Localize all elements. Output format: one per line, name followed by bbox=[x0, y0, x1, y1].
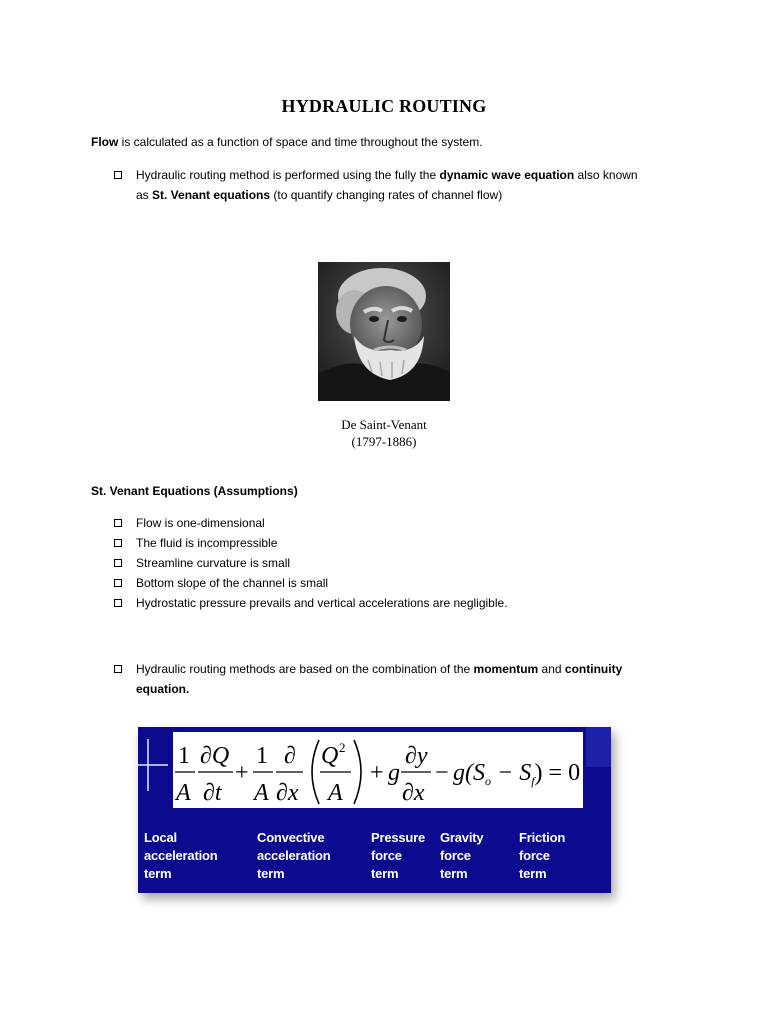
svg-text:∂y: ∂y bbox=[405, 743, 428, 769]
svg-text:+: + bbox=[235, 760, 249, 786]
equation-area bbox=[173, 732, 583, 808]
svg-text:∂t: ∂t bbox=[203, 780, 222, 806]
caption-years: (1797-1886) bbox=[351, 434, 417, 449]
checkbox-icon bbox=[114, 599, 122, 607]
svg-text:−: − bbox=[435, 760, 449, 786]
svg-text:∂x: ∂x bbox=[276, 780, 299, 806]
bullet-line-2: equation. bbox=[136, 682, 190, 696]
bullet-line-1: Hydraulic routing methods are based on the combination of the momentum and continuity bbox=[136, 662, 623, 676]
svg-text:1: 1 bbox=[178, 743, 190, 769]
svg-text:g: g bbox=[388, 760, 400, 786]
page-title: HYDRAULIC ROUTING bbox=[281, 96, 487, 116]
assumption-text: Hydrostatic pressure prevails and vertical accelerations are negligible. bbox=[136, 596, 508, 610]
st-venant-equation-panel bbox=[138, 727, 611, 893]
svg-text:A: A bbox=[328, 780, 343, 806]
assumption-text: Flow is one-dimensional bbox=[136, 516, 265, 530]
checkbox-icon bbox=[114, 519, 122, 527]
checkbox-icon bbox=[114, 665, 122, 673]
portrait-image bbox=[318, 262, 450, 401]
term-label-gravity: Gravity force term bbox=[440, 830, 484, 881]
bullet-line-2: as St. Venant equations (to quantify changing rates of channel flow) bbox=[136, 188, 503, 202]
term-label-convective: Convective acceleration term bbox=[257, 830, 331, 881]
momentum-equation bbox=[173, 732, 583, 808]
checkbox-icon bbox=[114, 559, 122, 567]
svg-text:Q: Q bbox=[321, 743, 339, 769]
svg-text:+: + bbox=[370, 760, 384, 786]
assumption-text: Streamline curvature is small bbox=[136, 556, 291, 570]
intro-text: is calculated as a function of space and time throughout the system. bbox=[118, 135, 483, 149]
svg-text:A: A bbox=[254, 780, 269, 806]
svg-text:2: 2 bbox=[339, 740, 346, 755]
portrait-caption bbox=[0, 416, 768, 450]
term-label-pressure: Pressure force term bbox=[371, 830, 426, 881]
term-label-local: Local acceleration term bbox=[144, 830, 218, 881]
assumption-text: The fluid is incompressible bbox=[136, 536, 278, 550]
svg-text:g(So − Sf) = 0: $g(S_o - S_f) = 0$ bbox=[453, 760, 581, 788]
checkbox-icon bbox=[114, 579, 122, 587]
caption-name: De Saint-Venant bbox=[341, 417, 427, 432]
assumption-text: Bottom slope of the channel is small bbox=[136, 576, 329, 590]
assumptions-heading: St. Venant Equations (Assumptions) bbox=[91, 484, 298, 498]
svg-text:∂Q: ∂Q bbox=[200, 743, 230, 769]
svg-text:1: 1 bbox=[256, 743, 268, 769]
svg-text:∂: ∂ bbox=[284, 743, 296, 769]
term-label-friction: Friction force term bbox=[519, 830, 566, 881]
svg-text:A: A bbox=[176, 780, 191, 806]
checkbox-icon bbox=[114, 171, 122, 179]
checkbox-icon bbox=[114, 539, 122, 547]
intro-paragraph bbox=[91, 132, 483, 152]
intro-bold: Flow bbox=[91, 135, 119, 149]
bullet-line-1: Hydraulic routing method is performed using the fully the dynamic wave equation also known bbox=[136, 168, 638, 182]
svg-text:∂x: ∂x bbox=[402, 780, 425, 806]
